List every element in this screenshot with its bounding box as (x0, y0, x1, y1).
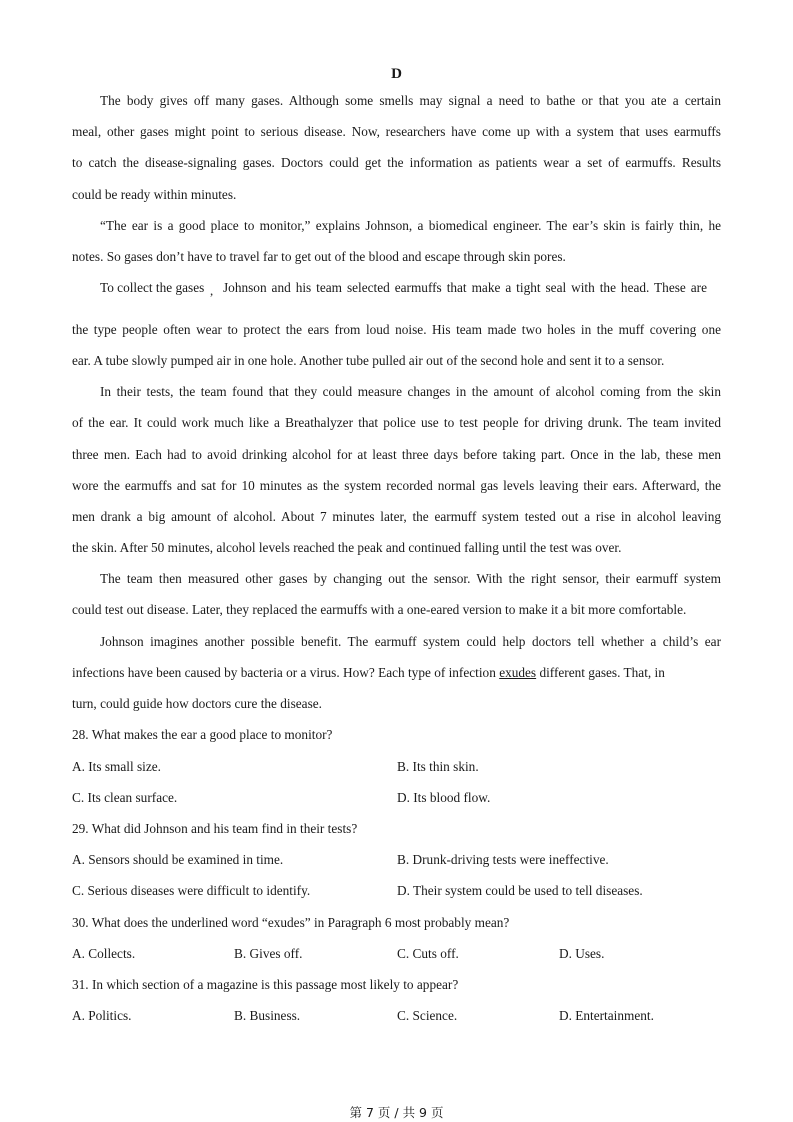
question-28-option-b: B. Its thin skin. (397, 759, 479, 774)
paragraph-3-line-3: ear. A tube slowly pumped air in one hole. Another tube pulled air out of the second hole and sent it to a sensor. (72, 353, 665, 368)
paragraph-4-line-4: wore the earmuffs and sat for 10 minutes as the system recorded normal gas levels leaving their ears. Afterward, the (72, 478, 721, 493)
paragraph-2-line-2: notes. So gases don’t have to travel far to get out of the blood and escape through skin pores. (72, 249, 566, 264)
question-29-option-b: B. Drunk-driving tests were ineffective. (397, 852, 609, 867)
paragraph-6-line-2-after: different gases. That, in (536, 665, 665, 680)
paragraph-6-line-2 (72, 664, 665, 682)
paragraph-6-line-1: Johnson imagines another possible benefit. The earmuff system could help doctors tell whether a child’s ear (100, 634, 721, 649)
question-31-option-a: A. Politics. (72, 1008, 132, 1023)
question-30-option-d: D. Uses. (559, 946, 605, 961)
paragraph-4-line-3: three men. Each had to avoid drinking alcohol for at least three days before taking part. Once in the lab, these men (72, 447, 721, 462)
question-31-option-d: D. Entertainment. (559, 1008, 654, 1023)
question-31-option-b: B. Business. (234, 1008, 301, 1023)
question-31-stem: 31. In which section of a magazine is this passage most likely to appear? (72, 977, 459, 992)
paragraph-3-line-2: the type people often wear to protect the ears from loud noise. His team made two holes in the muff covering one (72, 322, 721, 337)
question-29-option-c: C. Serious diseases were difficult to identify. (72, 883, 311, 898)
question-28-option-d: D. Its blood flow. (397, 790, 491, 805)
paragraph-2-line-1: “The ear is a good place to monitor,” explains Johnson, a biomedical engineer. The ear’s skin is fairly thin, he (100, 218, 721, 233)
question-28-option-c: C. Its clean surface. (72, 790, 178, 805)
page-footer: 第 7 页 / 共 9 页 (349, 1105, 444, 1120)
paragraph-4-line-5: men drank a big amount of alcohol. About 7 minutes later, the earmuff system tested out a rise in alcohol leaving (72, 509, 721, 524)
underlined-word-exudes: exudes (499, 665, 537, 680)
question-30-option-b: B. Gives off. (234, 946, 303, 961)
paragraph-4-line-6: the skin. After 50 minutes, alcohol levels reached the peak and continued falling until the test was over. (72, 540, 622, 555)
paragraph-3-rest: Johnson and his team selected earmuffs that make a tight seal with the head. These are (223, 280, 707, 295)
question-29-option-a: A. Sensors should be examined in time. (72, 852, 284, 867)
question-30-stem: 30. What does the underlined word “exudes” in Paragraph 6 most probably mean? (72, 915, 510, 930)
paragraph-5-line-2: could test out disease. Later, they replaced the earmuffs with a one-eared version to make it a bit more comfortable. (72, 602, 687, 617)
paragraph-5-line-1: The team then measured other gases by changing out the sensor. With the right sensor, their earmuff system (100, 571, 721, 586)
paragraph-3-comma: , (210, 283, 214, 298)
paragraph-1-line-3: to catch the disease-signaling gases. Doctors could get the information as patients wear a set of earmuffs. Results (72, 155, 721, 170)
paragraph-4-line-1: In their tests, the team found that they could measure changes in the amount of alcohol coming from the skin (100, 384, 721, 399)
question-30-option-a: A. Collects. (72, 946, 136, 961)
paragraph-1-line-2: meal, other gases might point to serious disease. Now, researchers have come up with a system that uses earmuffs (72, 124, 721, 139)
paragraph-1-line-1: The body gives off many gases. Although some smells may signal a need to bathe or that you ate a certain (100, 93, 721, 108)
question-28-option-a: A. Its small size. (72, 759, 162, 774)
question-30-option-c: C. Cuts off. (397, 946, 459, 961)
question-31-option-c: C. Science. (397, 1008, 458, 1023)
question-29-option-d: D. Their system could be used to tell diseases. (397, 883, 643, 898)
question-28-stem: 28. What makes the ear a good place to monitor? (72, 727, 333, 742)
paragraph-4-line-2: of the ear. It could work much like a Breathalyzer that police use to test people for driving drunk. The team invited (72, 415, 721, 430)
section-title: D (391, 66, 402, 82)
question-29-stem: 29. What did Johnson and his team find in their tests? (72, 821, 358, 836)
paragraph-1-line-4: could be ready within minutes. (72, 187, 237, 202)
paragraph-6-line-2-before: infections have been caused by bacteria or a virus. How? Each type of infection (72, 665, 500, 680)
paragraph-6-line-3: turn, could guide how doctors cure the disease. (72, 696, 322, 711)
paragraph-3-lead: To collect the gases (100, 280, 205, 295)
